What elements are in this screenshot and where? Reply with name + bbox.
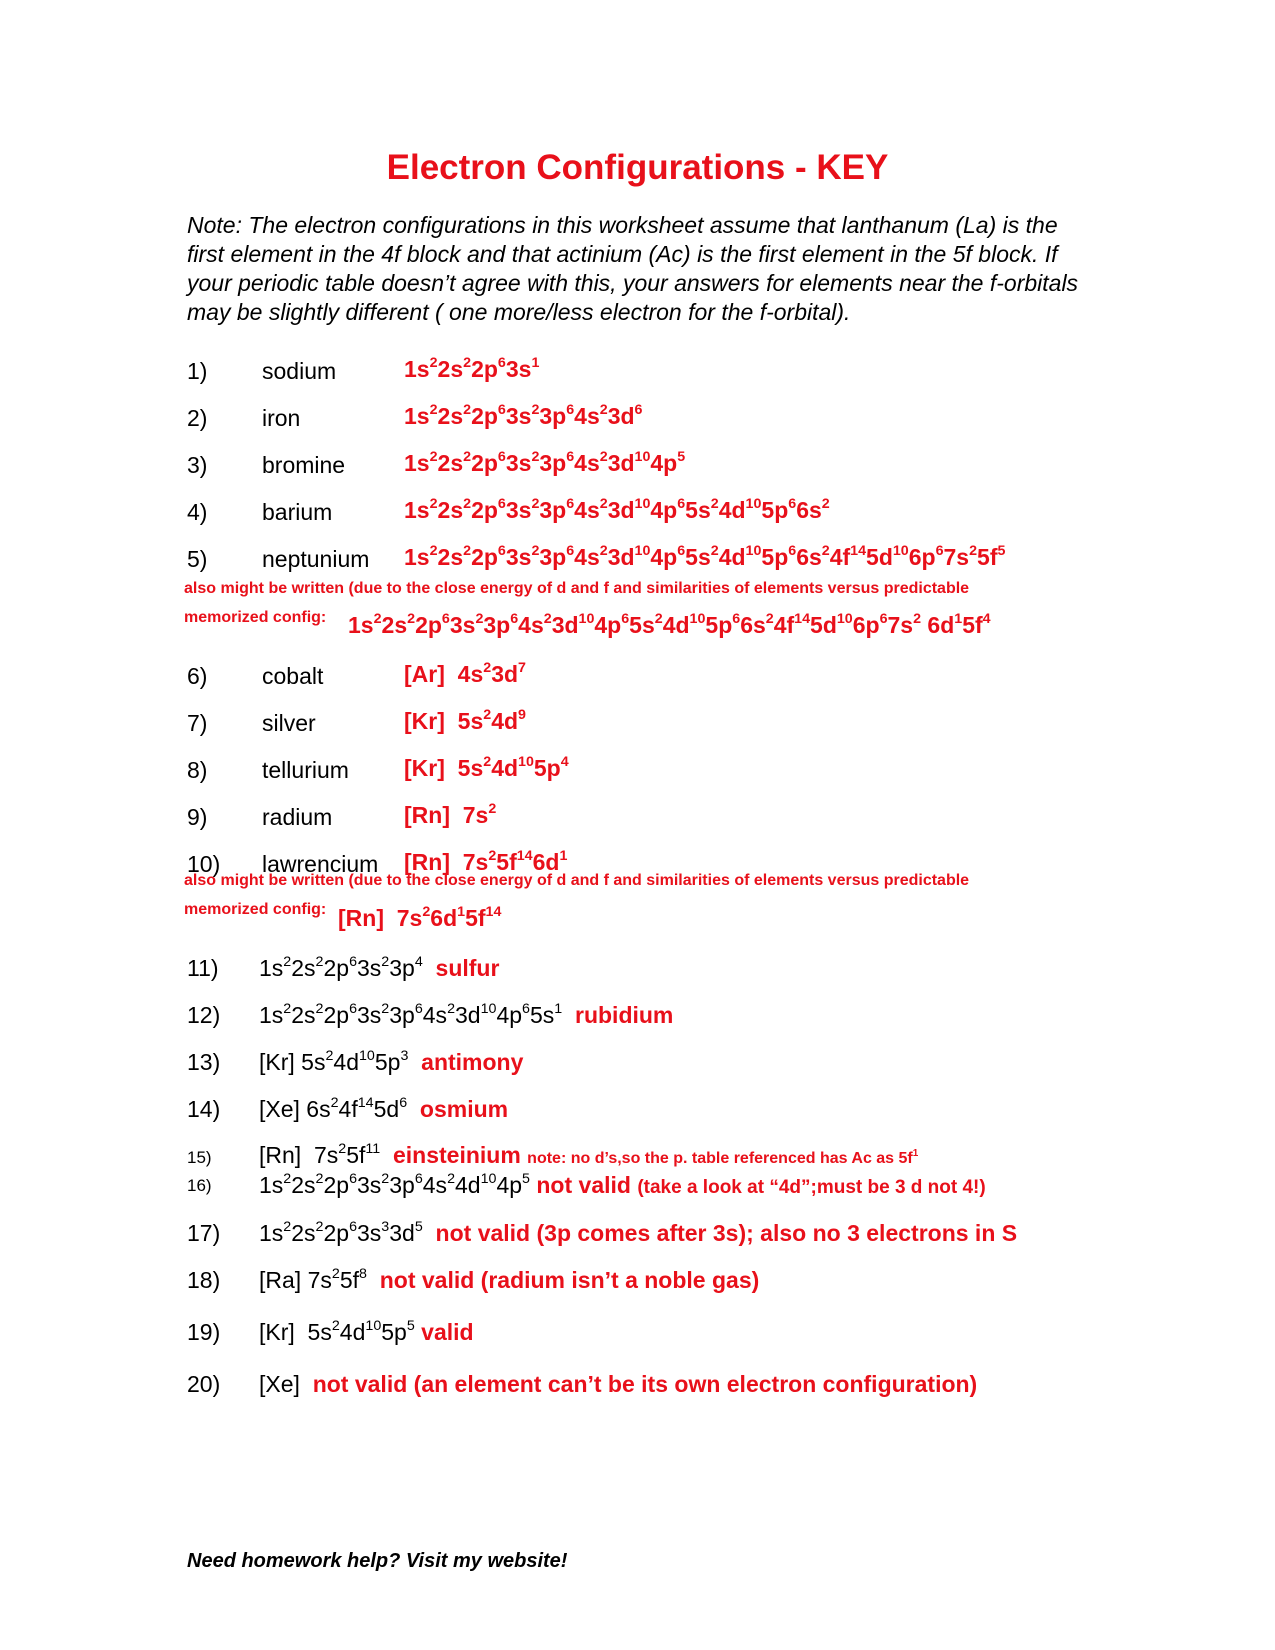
element-answer: antimony [421,1049,524,1075]
item-number: 6) [187,663,208,689]
item-number: 1) [187,358,208,384]
validity-answer: not valid (an element can’t be its own electron configuration) [312,1371,978,1397]
element-answer: osmium [419,1096,509,1122]
config-answer: [Rn] $7s^2$ [404,800,497,828]
item-number: 9) [187,804,208,830]
item-number: 13) [187,1049,221,1075]
element-name: radium [262,804,333,830]
item-number: 7) [187,710,208,736]
element-name: sodium [262,358,337,384]
item-number: 17) [187,1220,221,1246]
config-answer: $1s^22s^22p^63s^23p^64s^23d^{10}4p^5$ [404,448,686,476]
item-number: 10) [187,851,221,877]
alt-note-label: memorized config: [184,901,327,918]
element-name: barium [262,499,333,525]
given-config: [Kr] $5s^24d^{10}5p^5$ valid [259,1317,474,1345]
alt-note: also might be written (due to the close energy of d and f and similarities of elements versus predictable [184,580,970,597]
element-answer: rubidium [575,1002,674,1028]
item-number: 4) [187,499,208,525]
answer-note: (take a look at “4d”;must be 3 d not 4!) [637,1177,986,1198]
item-number: 8) [187,757,208,783]
config-answer: [Rn] $7s^25f^{14}6d^1$ [404,847,568,875]
config-answer: [Ar] $4s^23d^7$ [404,659,526,687]
alt-config-answer: [Rn] $7s^26d^15f^{14}$ [338,903,502,931]
item-number: 15) [187,1148,212,1167]
item-number: 3) [187,452,208,478]
given-config: [Rn] $7s^25f^{11}$ einsteinium note: no d’s,so the p. table referenced has Ac as $5f^1$ [259,1140,919,1168]
item-number: 5) [187,546,208,572]
given-config: $1s^22s^22p^63s^23p^64s^24d^{10}4p^5$ not valid (take a look at “4d”;must be 3 d not 4!) [259,1170,986,1198]
item-number: 11) [187,955,219,981]
config-answer: [Kr] $5s^24d^9$ [404,706,526,734]
config-answer: $1s^22s^22p^63s^1$ [404,354,540,382]
item-number: 14) [187,1096,221,1122]
element-name: cobalt [262,663,324,689]
answer-note: note: no d’s,so the p. table referenced has Ac as 5f [527,1150,913,1167]
element-answer: sulfur [435,955,500,981]
element-name: iron [262,405,301,431]
intro-note: Note: The electron configurations in this worksheet assume that lanthanum (La) is the first element in the 4f block and that actinium (Ac) is the first element in the 5f block. If your periodic table doesn’t agree with this, your answers for elements near the f-orbitals may be slightly different ( one more/less electron for the f-orbital). [187,212,1079,325]
config-answer: $1s^22s^22p^63s^23p^64s^23d^6$ [404,401,643,429]
given-config: [Kr] $5s^24d^{10}5p^3$ antimony [259,1047,524,1075]
element-name: lawrencium [262,851,379,877]
element-answer: einsteinium [392,1142,521,1168]
item-number: 12) [187,1002,221,1028]
element-name: silver [262,710,316,736]
validity-answer: not valid (3p comes after 3s); also no 3 electrons in S [435,1220,1018,1246]
given-config: $1s^22s^22p^63s^23p^4$ sulfur [259,953,500,981]
given-config: $1s^22s^22p^63s^23p^64s^23d^{10}4p^65s^1$ rubidium [259,1000,674,1028]
validity-answer: valid [421,1319,474,1345]
alt-note-label: memorized config: [184,609,327,626]
item-number: 18) [187,1267,221,1293]
given-config: [Xe] not valid (an element can’t be its own electron configuration) [259,1371,978,1397]
validity-answer: not valid [536,1172,631,1198]
item-number: 2) [187,405,208,431]
alt-config-answer: $1s^22s^22p^63s^23p^64s^23d^{10}4p^65s^24d^{10}5p^66s^24f^{14}5d^{10}6p^67s^2$ $6d^15f^4$ [348,610,991,638]
given-config: [Xe] $6s^24f^{14}5d^6$ osmium [259,1094,509,1122]
validity-answer: not valid (radium isn’t a noble gas) [379,1267,760,1293]
item-number: 19) [187,1319,221,1345]
config-answer: [Kr] $5s^24d^{10}5p^4$ [404,753,569,781]
given-config: [Ra] $7s^25f^8$ not valid (radium isn’t a noble gas) [259,1265,760,1293]
config-answer: $1s^22s^22p^63s^23p^64s^23d^{10}4p^65s^24d^{10}5p^66s^24f^{14}5d^{10}6p^67s^25f^5$ [404,542,1006,570]
page-title: Electron Configurations - KEY [386,148,889,187]
item-number: 20) [187,1371,221,1397]
item-number: 16) [187,1176,212,1195]
footer-text: Need homework help? Visit my website! [187,1550,568,1572]
alt-note: also might be written (due to the close energy of d and f and similarities of elements versus predictable [184,872,970,889]
element-name: tellurium [262,757,349,783]
config-answer: $1s^22s^22p^63s^23p^64s^23d^{10}4p^65s^24d^{10}5p^66s^2$ [404,495,830,523]
element-name: neptunium [262,546,370,572]
given-config: $1s^22s^22p^63s^33d^5$ not valid (3p comes after 3s); also no 3 electrons in S [259,1218,1018,1246]
element-name: bromine [262,452,346,478]
